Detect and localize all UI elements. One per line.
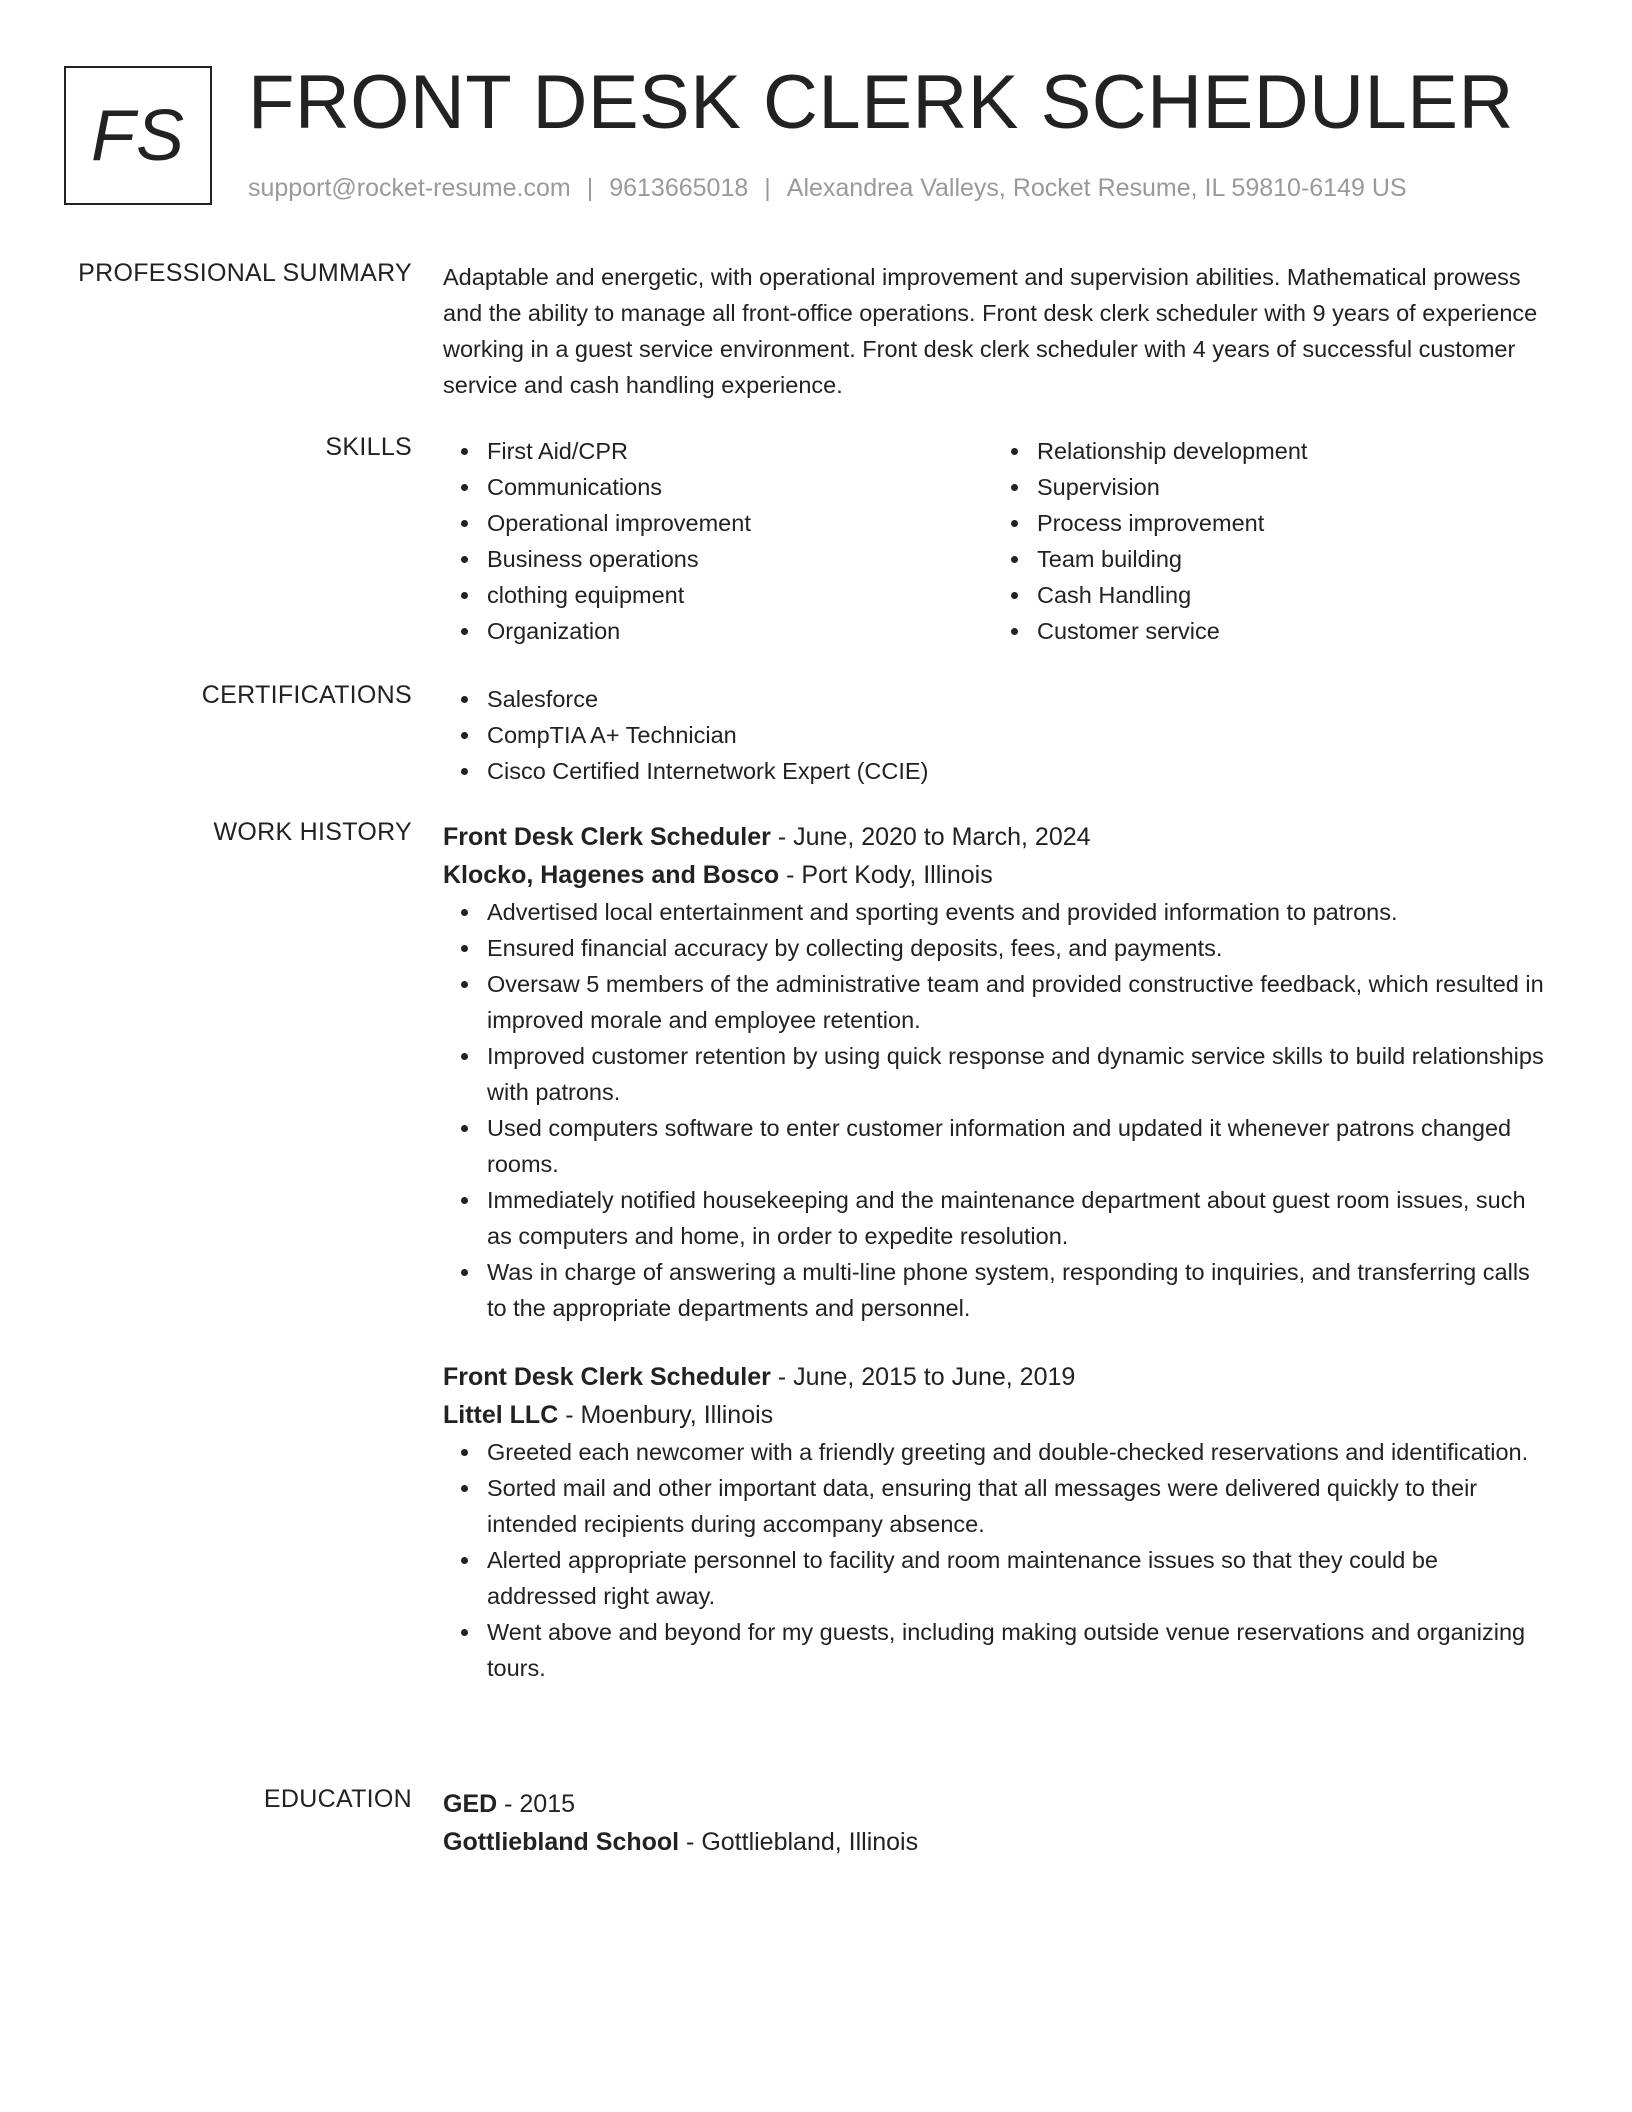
job-location: - Moenbury, Illinois — [558, 1401, 774, 1429]
certifications-list — [443, 681, 1543, 789]
skills-body — [443, 433, 1543, 649]
job-company: Littel LLC — [443, 1401, 559, 1429]
skills-list-right — [993, 433, 1543, 649]
job-duty: Oversaw 5 members of the administrative team and provided constructive feedback, which resulted in improved morale and employee retention. — [487, 966, 1545, 1038]
job-dates: - June, 2020 to March, 2024 — [770, 823, 1091, 851]
contact-separator: | — [586, 174, 594, 202]
job-duty: Sorted mail and other important data, ensuring that all messages were delivered quickly to their intended recipients during accompany absence. — [487, 1470, 1545, 1542]
contact-phone: 9613665018 — [609, 174, 749, 202]
skill-item: Operational improvement — [487, 505, 993, 541]
education-year: - 2015 — [497, 1790, 576, 1818]
certification-item: CompTIA A+ Technician — [487, 717, 1543, 753]
section-label-skills: SKILLS — [325, 433, 412, 461]
job-duty: Ensured financial accuracy by collecting deposits, fees, and payments. — [487, 930, 1545, 966]
contact-separator: | — [764, 174, 771, 202]
education-degree-line — [443, 1785, 1543, 1823]
certifications-body — [443, 681, 1543, 789]
section-label-work-history: WORK HISTORY — [213, 818, 412, 846]
job-duty: Alerted appropriate personnel to facility and room maintenance issues so that they could be addressed right away. — [487, 1542, 1545, 1614]
job-duties — [443, 1434, 1545, 1686]
education-location: - Gottliebland, Illinois — [679, 1828, 919, 1856]
skills-list-left — [443, 433, 993, 649]
summary-text: Adaptable and energetic, with operational improvement and supervision abilities. Mathematical prowess and the ability to manage all front-office operations. Front desk clerk scheduler with 9 years of experience working in a guest service environment. Front desk clerk scheduler with 4 years of successful customer service and cash handling experience. — [443, 264, 1538, 398]
job-entry — [443, 818, 1545, 1326]
work-history-body — [443, 818, 1545, 1686]
job-title: Front Desk Clerk Scheduler — [443, 823, 771, 851]
monogram: FS — [64, 66, 212, 205]
job-company-line — [443, 856, 1545, 894]
job-company: Klocko, Hagenes and Bosco — [443, 861, 780, 889]
skill-item: Relationship development — [1037, 433, 1543, 469]
job-duty: Advertised local entertainment and sporting events and provided information to patrons. — [487, 894, 1545, 930]
job-title-line — [443, 1358, 1545, 1396]
skill-item: clothing equipment — [487, 577, 993, 613]
certification-item: Cisco Certified Internetwork Expert (CCIE) — [487, 753, 1543, 789]
skill-item: Organization — [487, 613, 993, 649]
section-label-education: EDUCATION — [263, 1785, 412, 1813]
education-school: Gottliebland School — [443, 1828, 680, 1856]
skill-item: First Aid/CPR — [487, 433, 993, 469]
job-duty: Improved customer retention by using quick response and dynamic service skills to build relationships with patrons. — [487, 1038, 1545, 1110]
certification-item: Salesforce — [487, 681, 1543, 717]
job-duty: Went above and beyond for my guests, including making outside venue reservations and organizing tours. — [487, 1614, 1545, 1686]
job-duty: Greeted each newcomer with a friendly greeting and double-checked reservations and identification. — [487, 1434, 1545, 1470]
job-location: - Port Kody, Illinois — [779, 861, 993, 889]
resume-name: FRONT DESK CLERK SCHEDULER — [248, 60, 1514, 145]
section-label-certifications: CERTIFICATIONS — [201, 681, 412, 709]
contact-email: support@rocket-resume.com — [248, 174, 571, 202]
skill-item: Supervision — [1037, 469, 1543, 505]
skill-item: Business operations — [487, 541, 993, 577]
job-title: Front Desk Clerk Scheduler — [443, 1363, 771, 1391]
job-title-line — [443, 818, 1545, 856]
education-school-line — [443, 1823, 1543, 1861]
job-duty: Used computers software to enter customer information and updated it whenever patrons changed rooms. — [487, 1110, 1545, 1182]
skill-item: Customer service — [1037, 613, 1543, 649]
job-company-line — [443, 1396, 1545, 1434]
job-duties — [443, 894, 1545, 1326]
skill-item: Cash Handling — [1037, 577, 1543, 613]
education-body — [443, 1785, 1543, 1861]
skill-item: Team building — [1037, 541, 1543, 577]
job-duty: Immediately notified housekeeping and the maintenance department about guest room issues, such as computers and home, in order to expedite resolution. — [487, 1182, 1545, 1254]
education-degree: GED — [443, 1790, 498, 1818]
job-duty: Was in charge of answering a multi-line phone system, responding to inquiries, and transferring calls to the appropriate departments and personnel. — [487, 1254, 1545, 1326]
contact-line — [248, 174, 1407, 203]
skill-item: Communications — [487, 469, 993, 505]
job-entry — [443, 1358, 1545, 1686]
contact-address: Alexandrea Valleys, Rocket Resume, IL 59810-6149 US — [786, 174, 1407, 202]
section-label-summary: PROFESSIONAL SUMMARY — [78, 259, 412, 287]
skill-item: Process improvement — [1037, 505, 1543, 541]
job-dates: - June, 2015 to June, 2019 — [770, 1363, 1076, 1391]
